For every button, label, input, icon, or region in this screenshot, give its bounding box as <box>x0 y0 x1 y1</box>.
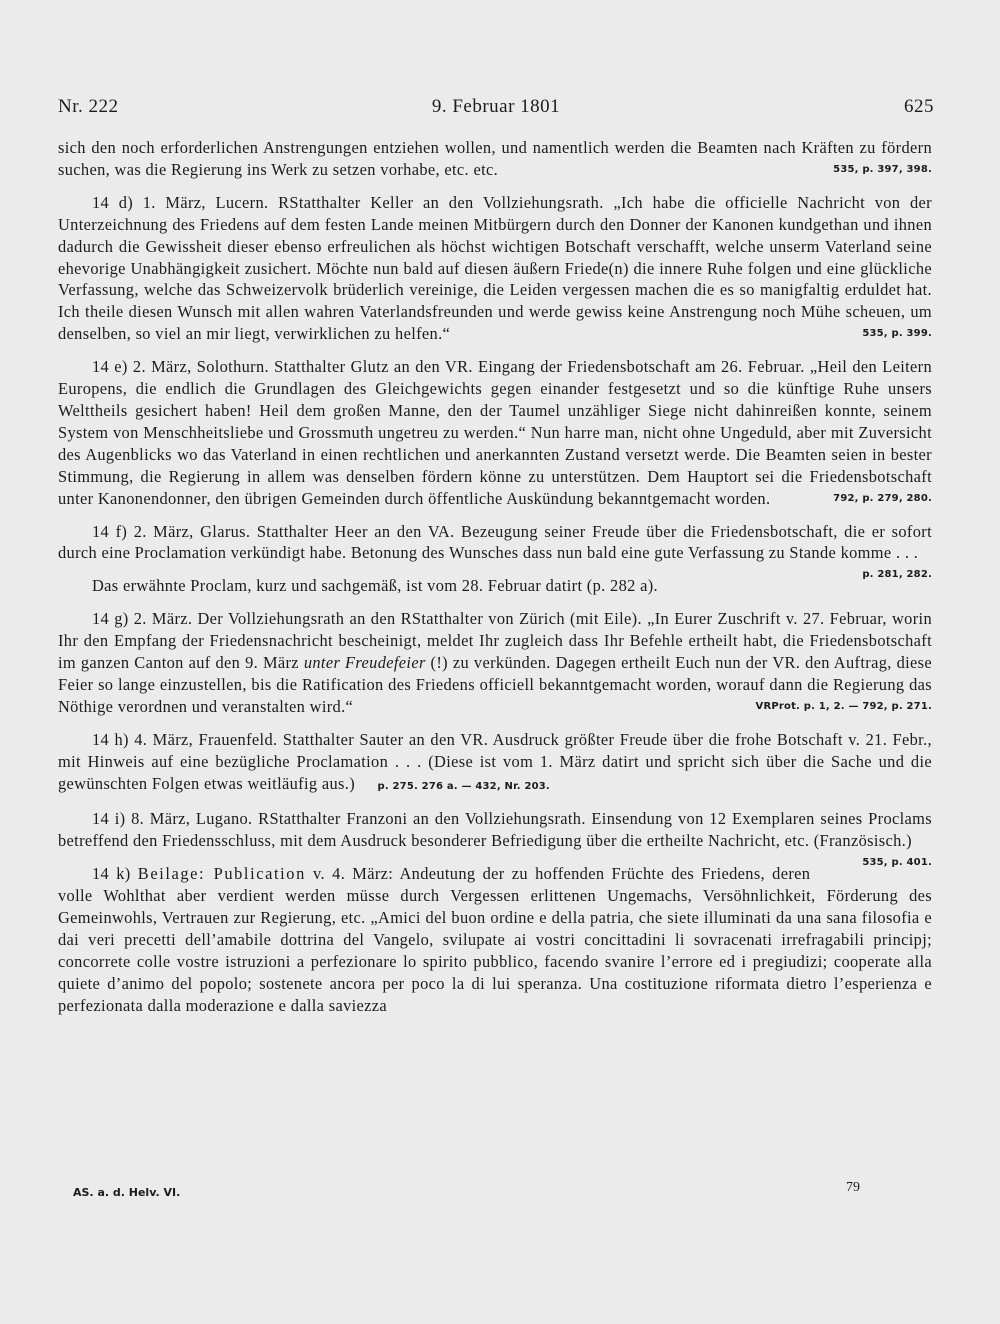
editorial-note <box>58 575 932 597</box>
entry-text: v. 4. März: Andeutung der zu hoffenden Früchte des Friedens, deren volle Wohlthat aber verdient werden müsse durch Vergessen erlittenen Ungemachs, Versöhnlichkeit, Förderung des Gemeinwohls, Vertrauen zur Regierung, etc. „Amici del buon ordine e della patria, che siete illuminati da una sana filosofia e dai veri precetti dell’amabile dottrina del Vangelo, svilupate ai vostri concittadini li sovracenati irrefragabili principj; concorrete colle vostre istruzioni a perfezionare lo spirito pubblico, facendo svanire l’errore ed i pregiudizi; cooperate alla quiete d’animo del popolo; sostenete ancora per poco la di lui speranza. Una costituzione riformata dietro l’esperienza e perfezionata dalla moderazione e dalla saviezza <box>58 864 932 1015</box>
italic-phrase: unter Freudefeier <box>303 653 426 673</box>
entry-text: 4. März, Frauenfeld. Statthalter Sauter an den VR. Ausdruck größter Freude über die frohe Botschaft v. 21. Febr., mit Hinweis auf eine bezügliche Proclamation . . . (Diese ist vom 1. März datirt und spricht sich über die Sache und die gewünschten Folgen etwas weitläufig aus.) <box>58 729 932 793</box>
entry-14i <box>58 808 932 869</box>
entry-label: 14 h) <box>92 729 129 749</box>
page-footer <box>73 1180 873 1206</box>
entry-label: 14 d) <box>92 192 134 212</box>
entry-14k <box>58 863 932 1016</box>
entry-label: 14 i) <box>92 809 126 829</box>
entry-text: 2. März, Solothurn. Statthalter Glutz an den VR. Eingang der Friedensbotschaft am 26. Februar. „Heil den Leitern Europens, die endlich die Grundlagen des Gleichgewichts gegen einander festgesetzt und so die künftige Ruhe unsers Welttheils gesichert haben! Heil dem großen Manne, den der Taumel unzähliger Siege nicht dahinreißen konnte, seinem System von Menschheitsliebe und Grossmuth ungetreu zu werden.“ Nun harre man, nicht ohne Ungeduld, aber mit Zuversicht des Augenblicks wo das Vaterland in einen rechtlichen und anerkannten Zustand versetzt werde. Die Beamten seien in bester Stimmung, die Regierung in allem was denselben fördern könne zu unterstützen. Dem Hauptort sei die Friedensbotschaft unter Kanonendonner, den übrigen Gemeinden durch öffentliche Auskündung bekanntgemacht worden. <box>58 357 932 508</box>
running-header <box>58 96 934 122</box>
entry-14g <box>58 608 932 718</box>
entry-text: 8. März, Lugano. RStatthalter Franzoni an den Vollziehungsrath. Einsendung von 12 Exemplaren seines Proclams betreffend den Friedensschluss, mit dem Ausdruck besonderer Befriedigung über die ertheilte Nachricht, etc. (Französisch.) <box>58 809 932 851</box>
entry-label: 14 k) <box>92 864 131 884</box>
entry-text: 2. März, Glarus. Statthalter Heer an den VA. Bezeugung seiner Freude über die Friedensbotschaft, die er sofort durch eine Proclamation verkündigt habe. Betonung des Wunsches dass nun bald eine gute Verfassung zu Stande komme . . . <box>58 521 933 563</box>
note-text: Das erwähnte Proclam, kurz und sachgemäß, ist vom 28. Februar datirt (p. 282 a). <box>92 576 659 596</box>
page-body <box>58 137 932 1028</box>
document-number: Nr. 222 <box>58 96 119 117</box>
source-reference: 535, p. 401. <box>862 857 932 869</box>
sheet-number: 79 <box>846 1180 860 1195</box>
entry-text: 2. März. Der Vollziehungsrath an den RStatthalter von Zürich (mit Eile). „In Eurer Zuschrift v. 27. Februar, worin Ihr den Empfang der Friedensnachricht bescheinigt, meldet Ihr zugleich dass Ihr Befehle ertheilt habt, die Friedensbotschaft im ganzen Canton auf den 9. März <box>58 609 932 673</box>
source-reference: p. 275. 276 a. — 432, Nr. 203. <box>377 780 550 792</box>
source-reference: VRProt. p. 1, 2. — 792, p. 271. <box>755 700 932 712</box>
entry-label: 14 g) <box>92 609 129 629</box>
source-reference: p. 281, 282. <box>862 569 932 581</box>
paragraph-continuation <box>58 137 932 181</box>
page-number: 625 <box>904 96 934 117</box>
entry-text-after: (!) zu verkünden. Dagegen ertheilt Euch nun der VR. den Auftrag, diese Feier so lange einzustellen, bis die Ratification des Friedens officiell bekanntgemacht worden, worauf dann die Regierung das Nöthige verordnen und veranstalten wird.“ <box>58 653 932 716</box>
source-reference: 535, p. 397, 398. <box>833 163 932 175</box>
entry-14e <box>58 356 932 509</box>
entry-14h <box>58 729 932 798</box>
entry-label: 14 f) <box>92 521 128 541</box>
document-date: 9. Februar 1801 <box>431 96 561 117</box>
source-reference: 535, p. 399. <box>862 328 932 340</box>
entry-14d <box>58 192 932 345</box>
paragraph-text: sich den noch erforderlichen Anstrengungen entziehen wollen, und namentlich werden die Beamten nach Kräften zu fördern suchen, was die Regierung ins Werk zu setzen vorhabe, etc. etc. <box>58 138 932 179</box>
source-reference: 792, p. 279, 280. <box>833 492 932 504</box>
entry-text: 1. März, Lucern. RStatthalter Keller an den Vollziehungsrath. „Ich habe die officielle Nachricht von der Unterzeichnung des Friedens auf dem festen Lande meinen Mitbürgern durch den Donner der Kanonen kundgethan und ihnen dadurch die Gewissheit dieser ebenso erfreulichen als höchst wichtigen Botschaft verschafft, welche unserm Vaterland seine ehevorige Unabhängigkeit zusichert. Möchte nun bald auf diesen äußern Friede(n) die innere Ruhe folgen und eine glückliche Verfassung, welche das Schweizervolk brüderlich vereinige, die Leiden vergessen machen die es so manigfaltig erduldet hat. Ich theile diesen Wunsch mit allen wahren Vaterlandsfreunden und werde gewiss keine Anstrengung noch Mühe scheuen, um denselben, so viel an mir liegt, verwirklichen zu helfen.“ <box>58 192 932 344</box>
spaced-heading: Beilage: Publication <box>137 864 306 884</box>
printer-signature: AS. a. d. Helv. VI. <box>73 1186 181 1199</box>
entry-label: 14 e) <box>92 357 128 377</box>
entry-14f <box>58 521 933 581</box>
